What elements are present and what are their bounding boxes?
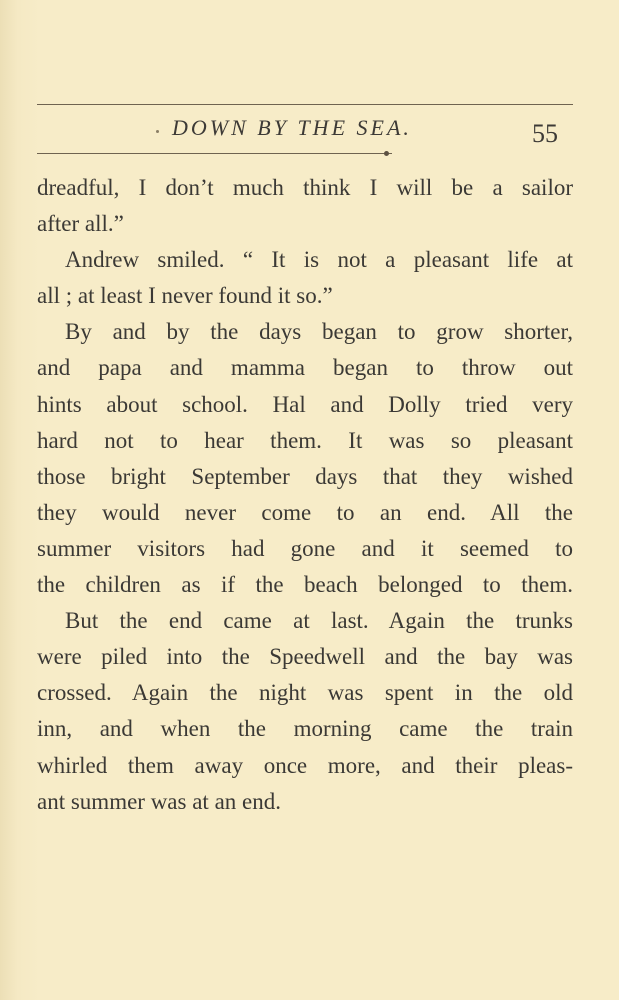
text-line: and papa and mamma began to throw out bbox=[37, 355, 573, 381]
text-line: crossed. Again the night was spent in the old bbox=[37, 680, 573, 706]
paragraph-first-line: But the end came at last. Again the trunks bbox=[65, 608, 573, 634]
text-line: summer visitors had gone and it seemed to bbox=[37, 535, 573, 561]
text-line: hard not to hear them. It was so pleasant bbox=[37, 427, 573, 453]
text-line: dreadful, I don’t much think I will be a sailor bbox=[37, 175, 573, 200]
body-text bbox=[37, 170, 573, 820]
page-number: 55 bbox=[532, 119, 558, 148]
text-line: whirled them away once more, and their pleas- bbox=[37, 752, 573, 778]
header-bottom-rule bbox=[37, 153, 392, 154]
text-line: hints about school. Hal and Dolly tried very bbox=[37, 391, 573, 417]
text-line: the children as if the beach belonged to them. bbox=[37, 572, 573, 598]
text-line: those bright September days that they wished bbox=[37, 463, 573, 489]
rule-ornament-dot bbox=[384, 151, 389, 156]
header-top-rule bbox=[37, 104, 573, 105]
text-line: ant summer was at an end. bbox=[37, 788, 281, 814]
text-line: were piled into the Speedwell and the bay was bbox=[37, 644, 573, 670]
text-line: they would never come to an end. All the bbox=[37, 499, 573, 525]
header-ornament-dot bbox=[156, 130, 159, 133]
text-line: after all.” bbox=[37, 211, 124, 237]
text-line: inn, and when the morning came the train bbox=[37, 716, 573, 742]
text-line: all ; at least I never found it so.” bbox=[37, 283, 333, 309]
paragraph-first-line: Andrew smiled. “ It is not a pleasant life at bbox=[65, 247, 573, 273]
running-head: DOWN BY THE SEA. bbox=[172, 115, 412, 140]
paragraph-first-line: By and by the days began to grow shorter, bbox=[65, 319, 573, 345]
